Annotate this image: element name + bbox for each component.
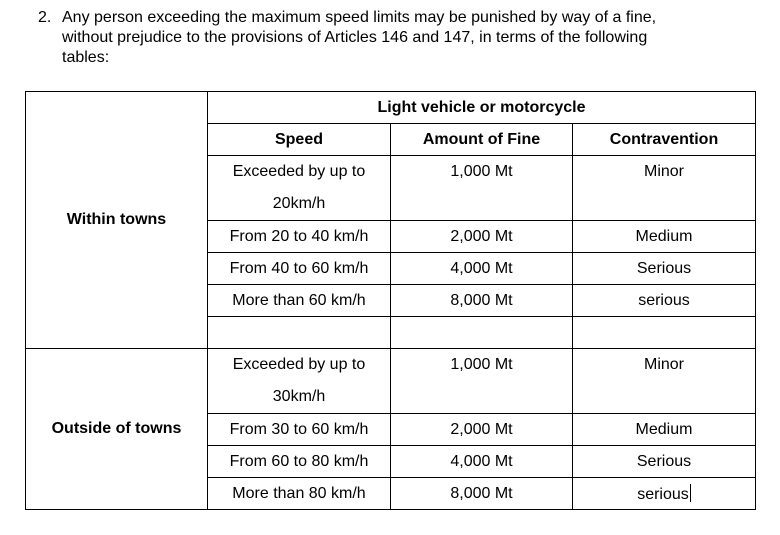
speed-cell — [208, 221, 391, 253]
speed-cell — [208, 285, 391, 317]
fine-cell — [391, 156, 573, 221]
speed-text-line1: Exceeded by up to — [232, 356, 366, 373]
contravention-text: Serious — [636, 452, 692, 470]
speed-text: From 20 to 40 km/h — [229, 227, 369, 245]
within-towns-label: Within towns — [66, 210, 167, 228]
paragraph-line: without prejudice to the provisions of Articles 146 and 147, in terms of the following — [62, 29, 648, 46]
contravention-text: Serious — [636, 259, 692, 277]
paragraph-number: 2. — [38, 9, 52, 26]
contravention-cell — [573, 221, 756, 253]
contravention-text: Minor — [643, 356, 684, 373]
spacer-cell — [208, 317, 391, 349]
contravention-text: Minor — [643, 163, 684, 180]
fine-text: 2,000 Mt — [450, 420, 513, 438]
contravention-cell — [573, 349, 756, 414]
fine-text: 8,000 Mt — [450, 484, 513, 502]
contravention-cell — [573, 285, 756, 317]
speed-cell — [208, 156, 391, 221]
contravention-text: serious — [638, 291, 690, 309]
paragraph-text — [62, 8, 762, 68]
col-header-fine-text: Amount of Fine — [422, 130, 541, 148]
col-header-contravention-text: Contravention — [609, 130, 719, 148]
contravention-cell — [573, 253, 756, 285]
speed-cell — [208, 478, 391, 510]
speed-text-line2: 20km/h — [272, 195, 326, 212]
contravention-cell — [573, 446, 756, 478]
table-row — [26, 349, 756, 414]
contravention-text: serious — [637, 485, 689, 503]
group-header — [208, 92, 756, 124]
fine-cell — [391, 446, 573, 478]
speed-cell — [208, 253, 391, 285]
fine-text: 1,000 Mt — [450, 163, 513, 180]
speed-text-line2: 30km/h — [272, 388, 326, 405]
speed-cell — [208, 446, 391, 478]
speed-text: More than 80 km/h — [232, 484, 366, 502]
fine-cell — [391, 253, 573, 285]
speed-fines-table — [25, 91, 756, 510]
speed-cell — [208, 349, 391, 414]
contravention-cell — [573, 414, 756, 446]
paragraph-line: tables: — [62, 49, 110, 66]
speed-text-line1: Exceeded by up to — [232, 163, 366, 180]
fine-text: 2,000 Mt — [450, 227, 513, 245]
fine-cell — [391, 285, 573, 317]
col-header-contravention — [573, 124, 756, 156]
spacer-cell — [391, 317, 573, 349]
col-header-speed — [208, 124, 391, 156]
speed-cell — [208, 414, 391, 446]
fine-cell — [391, 478, 573, 510]
speed-text: More than 60 km/h — [232, 291, 366, 309]
paragraph-line: Any person exceeding the maximum speed limits may be punished by way of a fine, — [62, 9, 657, 26]
spacer-cell — [573, 317, 756, 349]
fine-text: 1,000 Mt — [450, 356, 513, 373]
contravention-text: Medium — [635, 227, 693, 245]
group-header-text: Light vehicle or motorcycle — [377, 98, 586, 116]
outside-towns-label: Outside of towns — [51, 420, 182, 437]
col-header-fine — [391, 124, 573, 156]
fine-text: 8,000 Mt — [450, 291, 513, 309]
speed-text: From 60 to 80 km/h — [229, 452, 369, 470]
fine-text: 4,000 Mt — [450, 259, 513, 277]
col-header-speed-text: Speed — [274, 130, 323, 148]
fine-cell — [391, 414, 573, 446]
fine-cell — [391, 349, 573, 414]
speed-text: From 30 to 60 km/h — [229, 420, 369, 438]
text-cursor — [690, 484, 691, 502]
contravention-cell — [573, 156, 756, 221]
within-towns-label-cell — [26, 92, 208, 349]
outside-towns-label-cell — [26, 349, 208, 510]
fine-text: 4,000 Mt — [450, 452, 513, 470]
contravention-cell[interactable] — [573, 478, 756, 510]
contravention-text: Medium — [635, 420, 693, 438]
speed-text: From 40 to 60 km/h — [229, 259, 369, 277]
fine-cell — [391, 221, 573, 253]
